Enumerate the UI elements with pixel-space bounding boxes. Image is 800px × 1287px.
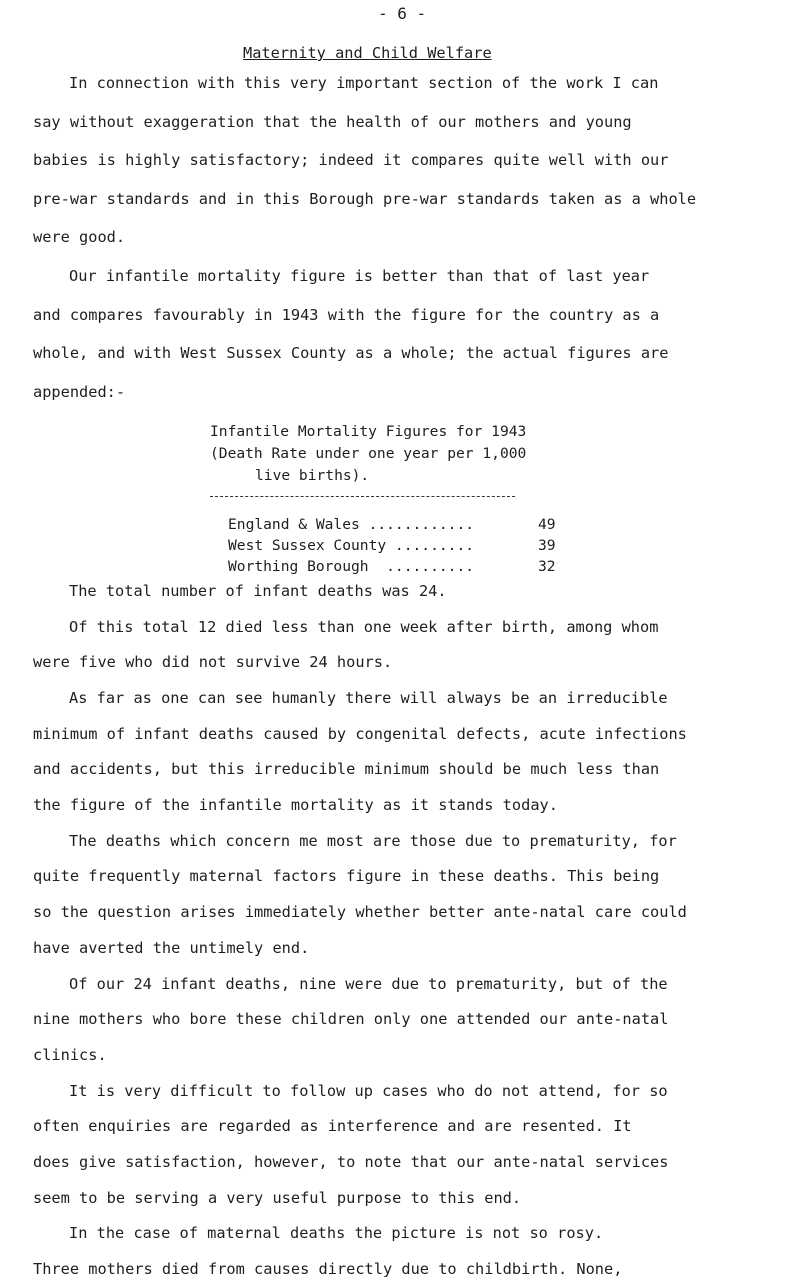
text-line: Of this total 12 died less than one week after birth, among whom	[69, 618, 659, 636]
page-number: - 6 -	[378, 4, 427, 23]
text-line: In the case of maternal deaths the picture is not so rosy.	[69, 1224, 604, 1242]
text-line: In connection with this very important section of the work I can	[69, 74, 659, 92]
text-line: pre-war standards and in this Borough pre-war standards taken as a whole	[33, 189, 697, 208]
table-row-label: West Sussex County .........	[228, 537, 475, 554]
table-row-value: 49	[538, 516, 556, 533]
text-line: appended:-	[33, 382, 126, 401]
text-line: say without exaggeration that the health of our mothers and young	[33, 112, 632, 131]
text-line: so the question arises immediately whether better ante-natal care could	[33, 903, 687, 921]
section-heading: Maternity and Child Welfare	[243, 44, 492, 62]
text-line: were good.	[33, 228, 126, 247]
text-line: minimum of infant deaths caused by congenital defects, acute infections	[33, 725, 687, 743]
table-caption: Infantile Mortality Figures for 1943	[210, 423, 527, 440]
text-line: quite frequently maternal factors figure in these deaths. This being	[33, 867, 660, 885]
text-line: Three mothers died from causes directly due to childbirth. None,	[33, 1260, 623, 1278]
table-caption: live births).	[255, 467, 370, 484]
text-line: and compares favourably in 1943 with the figure for the country as a	[33, 305, 660, 324]
table-row-value: 32	[538, 558, 556, 575]
text-line: whole, and with West Sussex County as a whole; the actual figures are	[33, 344, 669, 363]
table-caption: (Death Rate under one year per 1,000	[210, 445, 527, 462]
text-line: Our infantile mortality figure is better than that of last year	[69, 267, 650, 285]
text-line: babies is highly satisfactory; indeed it compares quite well with our	[33, 151, 669, 170]
text-line: the figure of the infantile mortality as it stands today.	[33, 796, 558, 814]
text-line: have averted the untimely end.	[33, 939, 310, 957]
text-line: and accidents, but this irreducible minimum should be much less than	[33, 760, 660, 778]
text-line: often enquiries are regarded as interference and are resented. It	[33, 1117, 632, 1135]
text-line: As far as one can see humanly there will always be an irreducible	[69, 689, 668, 707]
table-row-value: 39	[538, 537, 556, 554]
text-line: clinics.	[33, 1046, 107, 1064]
table-row-label: Worthing Borough ..........	[228, 558, 475, 575]
text-line: were five who did not survive 24 hours.	[33, 653, 393, 671]
text-line: does give satisfaction, however, to note that our ante-natal services	[33, 1153, 669, 1171]
text-line: nine mothers who bore these children only one attended our ante-natal	[33, 1010, 669, 1028]
dashed-rule	[210, 496, 515, 497]
text-line: It is very difficult to follow up cases who do not attend, for so	[69, 1082, 668, 1100]
text-line: seem to be serving a very useful purpose to this end.	[33, 1189, 522, 1207]
table-row-label: England & Wales ............	[228, 516, 475, 533]
text-line: Of our 24 infant deaths, nine were due to prematurity, but of the	[69, 975, 668, 993]
text-line: The deaths which concern me most are those due to prematurity, for	[69, 832, 677, 850]
text-line: The total number of infant deaths was 24.	[69, 582, 447, 600]
